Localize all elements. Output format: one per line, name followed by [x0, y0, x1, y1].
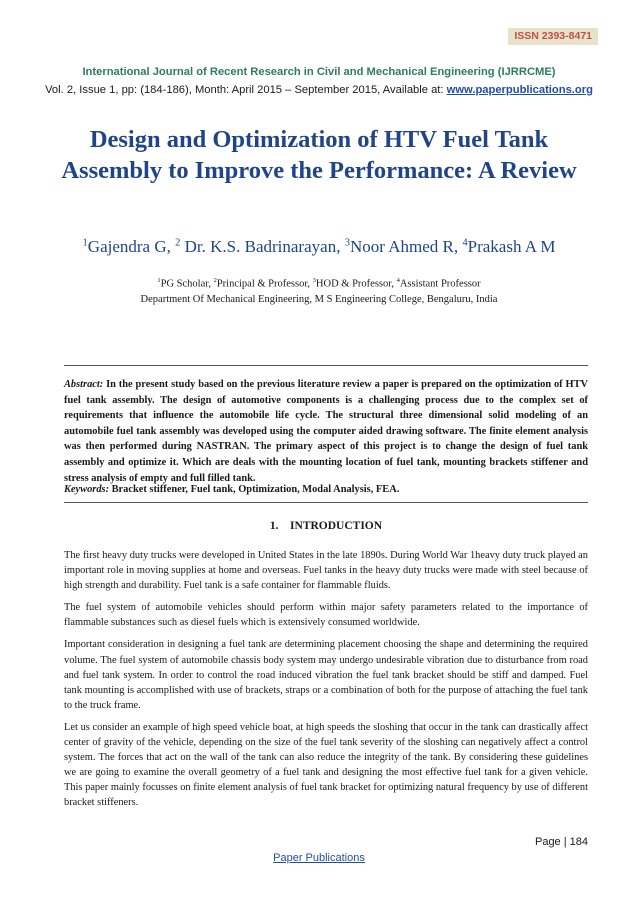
paragraph: Let us consider an example of high speed vehicle boat, at high speeds the sloshing that occur in the tank can drastically affect center of gravity of the vehicle, depending on the size of the fuel tank severity of the sloshing can negatively affect a control system. The forces that act on the wall of the tank can also reduce the integrity of the tank. By considering these guidelines we are going to examine the overall geometry of a fuel tank and designing the most effective fuel tank for a given vehicle. This paper mainly focusses on finite element analysis of fuel tank bracket for optimizing natural frequency by use of different bracket stiffeners.: [64, 721, 588, 809]
author-list: [40, 237, 598, 257]
role-text: Assistant Professor: [399, 278, 481, 290]
author-index: 4: [462, 237, 468, 249]
paper-title: Design and Optimization of HTV Fuel Tank Assembly to Improve the Performance: A Review: [61, 126, 577, 184]
author-name: Noor Ahmed R,: [349, 237, 463, 256]
paragraph: Important consideration in designing a fuel tank are determining placement choosing the shape and determining the required volume. The fuel system of automobile chassis body system may undergo undesirable vibration due to disturbance from road and fuel tank system. In order to control the road induced vibration the fuel tank bracket should be stiff and damped. Fuel tank mounting is accomplished with use of brackets, straps or a combination of both for the purpose of attaching the fuel tank to the truck frame.: [64, 639, 588, 711]
divider-top: [64, 365, 588, 366]
section-body: [64, 548, 588, 818]
role-text: Principal & Professor,: [216, 278, 313, 290]
role-text: PG Scholar,: [160, 278, 214, 290]
keywords-label: Keywords:: [64, 484, 110, 495]
role-index: 2: [213, 277, 217, 284]
role-index: 4: [396, 277, 400, 284]
divider-bottom: [64, 502, 588, 503]
abstract-label: Abstract:: [64, 379, 104, 390]
author-index: 1: [82, 237, 88, 249]
volume-info: [20, 84, 618, 96]
publisher-link[interactable]: Paper Publications: [273, 852, 365, 864]
keywords: [64, 484, 588, 495]
paragraph: The first heavy duty trucks were developed in United States in the late 1890s. During World War 1heavy duty truck played an important role in moving supplies at home and overseas. Fuel tanks in the heavy duty trucks were made with steel because of high strength and durability. Fuel tank is a safe container for flammable fluids.: [64, 550, 588, 592]
affiliations: [40, 273, 598, 307]
author-index: 2: [175, 237, 181, 249]
role-index: 1: [157, 277, 161, 284]
abstract: [64, 377, 588, 486]
page-number: Page | 184: [534, 836, 588, 848]
keywords-text: Bracket stiffener, Fuel tank, Optimization, Modal Analysis, FEA.: [109, 484, 400, 495]
department: Department Of Mechanical Engineering, M S Engineering College, Bengaluru, India: [140, 293, 498, 305]
journal-name: International Journal of Recent Research in Civil and Mechanical Engineering (IJRRCME): [82, 66, 556, 78]
author-roles: [40, 273, 598, 292]
website-link[interactable]: www.paperpublications.org: [446, 84, 593, 96]
role-index: 3: [312, 277, 316, 284]
paragraph: The fuel system of automobile vehicles should perform within major safety parameters related to the importance of flammable substances such as diesel fuels which is extensively consumed worldwide.: [64, 602, 588, 629]
role-text: HOD & Professor,: [315, 278, 397, 290]
volume-text: Vol. 2, Issue 1, pp: (184-186), Month: April 2015 – September 2015, Available at:: [45, 84, 447, 96]
author-name: Prakash A M: [467, 237, 556, 256]
issn-badge: ISSN 2393-8471: [508, 28, 598, 45]
author-index: 3: [344, 237, 350, 249]
author-name: Gajendra G,: [87, 237, 176, 256]
section-heading: 1. INTRODUCTION: [269, 520, 383, 532]
author-name: Dr. K.S. Badrinarayan,: [180, 237, 345, 256]
abstract-text: In the present study based on the previous literature review a paper is prepared on the optimization of HTV fuel tank assembly. The design of automotive components is a challenging process due to the complex set of requirements that influence the automobile life cycle. The structural three dimensional solid modeling of an automobile fuel tank assembly was developed using the computer aided drawing software. The finite element analysis was then performed during NASTRAN. The primary aspect of this project is to change the design of fuel tank assembly and optimize it. Which are deals with the mounting location of fuel tank, mounting brackets stiffener and stress analysis of empty and full filled tank.: [64, 379, 588, 484]
